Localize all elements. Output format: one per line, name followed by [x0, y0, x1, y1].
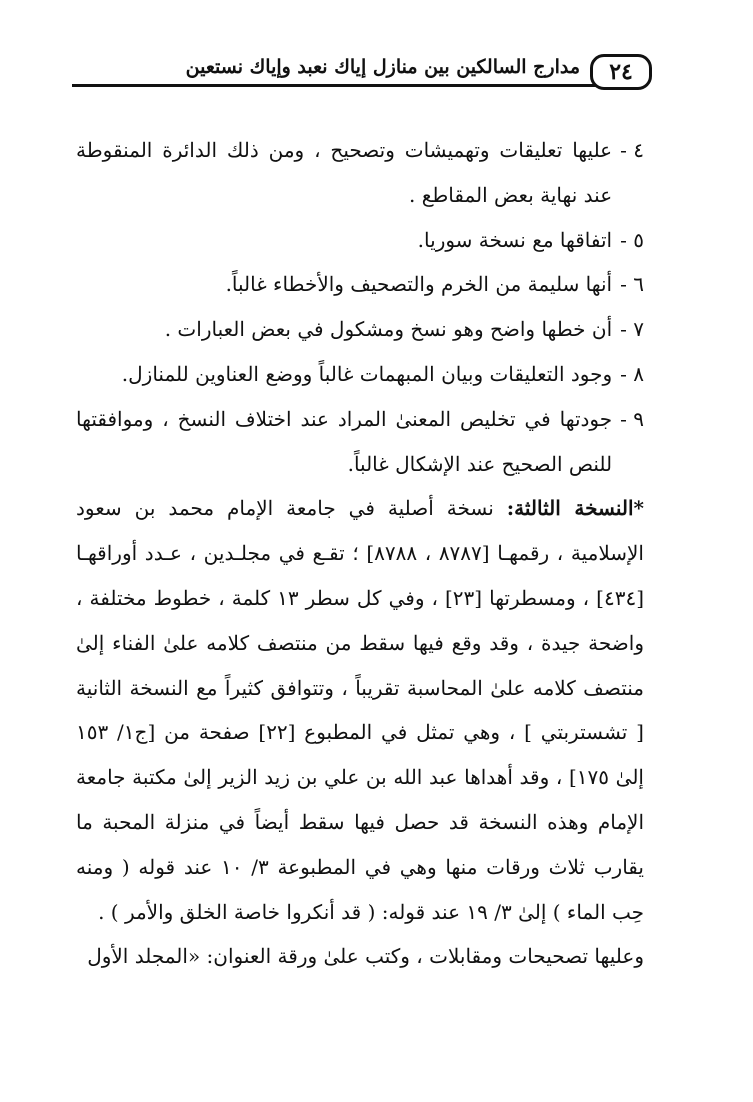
list-item-5 [76, 218, 644, 263]
list-item-text: وجود التعليقات وبيان المبهمات غالباً ووضع العناوين للمنازل. [121, 361, 613, 386]
closing-paragraph: وعليها تصحيحات ومقابلات ، وكتب علىٰ ورقة العنوان: «المجلد الأول [87, 944, 644, 969]
list-item-7 [76, 307, 644, 352]
star-marker: * [633, 496, 644, 521]
list-item-number: ٥ - [620, 227, 644, 252]
running-title: مدارج السالكين بين منازل إياك نعبد وإياك نستعين [185, 56, 580, 78]
list-item-number: ٩ - [620, 406, 644, 431]
third-copy-paragraph [76, 486, 644, 934]
list-item-number: ٤ - [620, 138, 644, 162]
list-item-9 [76, 397, 644, 487]
list-item-number: ٨ - [620, 361, 644, 386]
page-body [76, 128, 644, 979]
list-item-number: ٧ - [620, 317, 644, 342]
list-item-text: أنها سليمة من الخرم والتصحيف والأخطاء غالباً. [225, 272, 613, 297]
third-copy-text: نسخة أصلية في جامعة الإمام محمد بن سعود الإسلامية ، رقمهـا [٨٧٨٧ ، ٨٧٨٨] ؛ تقـع في مجلـدين ، عـدد أوراقهـا [٤٣٤] ، ومسطرتها [٢٣] ، وفي كل سطر ١٣ كلمة ، خطوط مختلفة ، واضحة جيدة ، وقد وقع فيها سقط من منتصف كلامه علىٰ الفناء إلىٰ منتصف كلامه علىٰ المحاسبة تقريباً ، وتتوافق كثيراً مع النسخة الثانية [ تشستربتي ] ، وهي تمثل في المطبوع [٢٢] صفحة من [ج١/ ١٥٣ إلىٰ ١٧٥] ، وقد أهداها عبد الله بن علي بن زيد الزير إلىٰ مكتبة جامعة الإمام وهذه النسخة قد حصل فيها سقط أيضاً في منزلة المحبة ما يقارب ثلاث ورقات منها وهي في المطبوعة ٣/ ١٠ عند قوله ( ومنه حِب الماء ) إلىٰ ٣/ ١٩ عند قوله: ( قد أنكروا خاصة الخلق والأمر ) . [76, 496, 644, 924]
list-item-text: أن خطها واضح وهو نسخ ومشكول في بعض العبارات . [164, 317, 613, 342]
list-item-8 [76, 352, 644, 397]
list-item-text: جودتها في تخليص المعنىٰ المراد عند اختلاف النسخ ، وموافقتها للنص الصحيح عند الإشكال غالباً. [76, 406, 613, 476]
list-item-4 [76, 128, 644, 218]
section-label: النسخة الثالثة: [506, 496, 634, 521]
page-number: ٢٤ [590, 54, 652, 90]
list-item-6 [76, 262, 644, 307]
header-rule [72, 84, 596, 87]
list-item-text: عليها تعليقات وتهميشات وتصحيح ، ومن ذلك الدائرة المنقوطة عند نهاية بعض المقاطع . [76, 138, 613, 207]
list-item-number: ٦ - [620, 272, 644, 297]
page-header [72, 48, 652, 98]
list-item-text: اتفاقها مع نسخة سوريا. [417, 227, 613, 252]
